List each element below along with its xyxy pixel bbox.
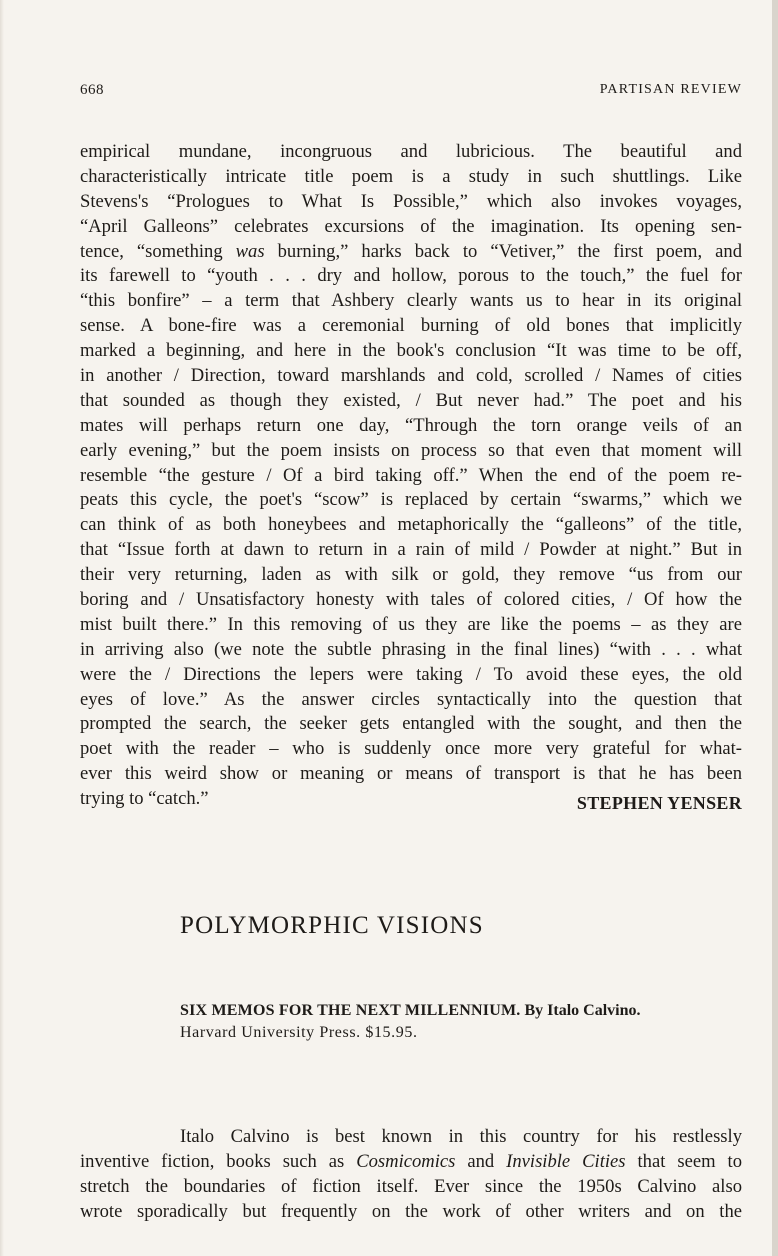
review-text-line: early evening,” but the poem insists on process so that even that moment will <box>80 439 742 461</box>
section-title: POLYMORPHIC VISIONS <box>180 912 484 939</box>
review-text-line: Stevens's “Prologues to What Is Possible,” which also invokes voyages, <box>80 190 742 212</box>
next-review-text-line: stretch the boundaries of fiction itself. Ever since the 1950s Calvino also <box>80 1175 742 1197</box>
page-edge-right <box>772 0 778 1256</box>
next-review-text-line: Italo Calvino is best known in this country for his restlessly <box>180 1126 742 1147</box>
review-text-line: empirical mundane, incongruous and lubricious. The beautiful and <box>80 141 742 162</box>
review-text-line: its farewell to “youth . . . dry and hollow, porous to the touch,” the fuel for <box>80 265 742 287</box>
book-author: By Italo Calvino. <box>524 1002 641 1019</box>
page-number: 668 <box>80 82 104 98</box>
review-text-line: trying to “catch.” <box>80 788 209 810</box>
review-text-line: tence, “something was burning,” harks back to “Vetiver,” the first poem, and <box>80 240 743 262</box>
review-text-line: mates will perhaps return one day, “Through the torn orange veils of an <box>80 414 742 436</box>
book-title: SIX MEMOS FOR THE NEXT MILLENNIUM. <box>180 1002 521 1019</box>
book-title-line <box>180 1000 641 1022</box>
review-text-line: in another / Direction, toward marshlands and cold, scrolled / Names of cities <box>80 365 742 387</box>
review-text-line: were the / Directions the lepers were taking / To avoid these eyes, the old <box>80 663 742 685</box>
review-text-line: “April Galleons” celebrates excursions of the imagination. Its opening sen- <box>80 215 742 237</box>
book-info <box>180 1000 641 1044</box>
review-text-line: resemble “the gesture / Of a bird taking off.” When the end of the poem re- <box>80 464 742 486</box>
reviewer-signature: STEPHEN YENSER <box>576 793 742 813</box>
review-text-line: ever this weird show or meaning or means of transport is that he has been <box>80 763 742 785</box>
review-text-line: prompted the search, the seeker gets entangled with the sought, and then the <box>80 713 742 735</box>
review-text-line: can think of as both honeybees and metaphorically the “galleons” of the title, <box>80 514 742 536</box>
publisher-line: Harvard University Press. $15.95. <box>180 1024 418 1041</box>
review-text-line: that sounded as though they existed, / But never had.” The poet and his <box>80 389 742 411</box>
review-text-line: marked a beginning, and here in the book's conclusion “It was time to be off, <box>80 340 742 362</box>
journal-title: PARTISAN REVIEW <box>599 82 742 97</box>
review-text-line: sense. A bone-fire was a ceremonial burning of old bones that implicitly <box>80 315 742 337</box>
review-body <box>80 140 742 812</box>
next-review-text-line: wrote sporadically but frequently on the work of other writers and on the <box>80 1200 742 1222</box>
review-text-line: in arriving also (we note the subtle phrasing in the final lines) “with . . . what <box>80 638 742 660</box>
review-text-line: that “Issue forth at dawn to return in a rain of mild / Powder at night.” But in <box>80 539 742 561</box>
review-text-line: mist built there.” In this removing of us they are like the poems – as they are <box>80 613 742 635</box>
review-text-line: characteristically intricate title poem is a study in such shuttlings. Like <box>80 165 742 187</box>
next-review-body <box>80 1125 742 1225</box>
page-edge-left <box>0 0 4 1256</box>
next-review-text-line: inventive fiction, books such as Cosmicomics and Invisible Cities that seem to <box>80 1150 742 1172</box>
review-text-line: peats this cycle, the poet's “scow” is replaced by certain “swarms,” which we <box>80 489 742 511</box>
review-text-line: boring and / Unsatisfactory honesty with tales of colored cities, / Of how the <box>80 589 742 611</box>
review-text-line: eyes of love.” As the answer circles syntactically into the question that <box>80 688 742 710</box>
review-text-line: poet with the reader – who is suddenly once more very grateful for what- <box>80 738 742 760</box>
review-text-line: “this bonfire” – a term that Ashbery clearly wants us to hear in its original <box>80 290 742 312</box>
review-text-line: their very returning, laden as with silk or gold, they remove “us from our <box>80 564 742 586</box>
